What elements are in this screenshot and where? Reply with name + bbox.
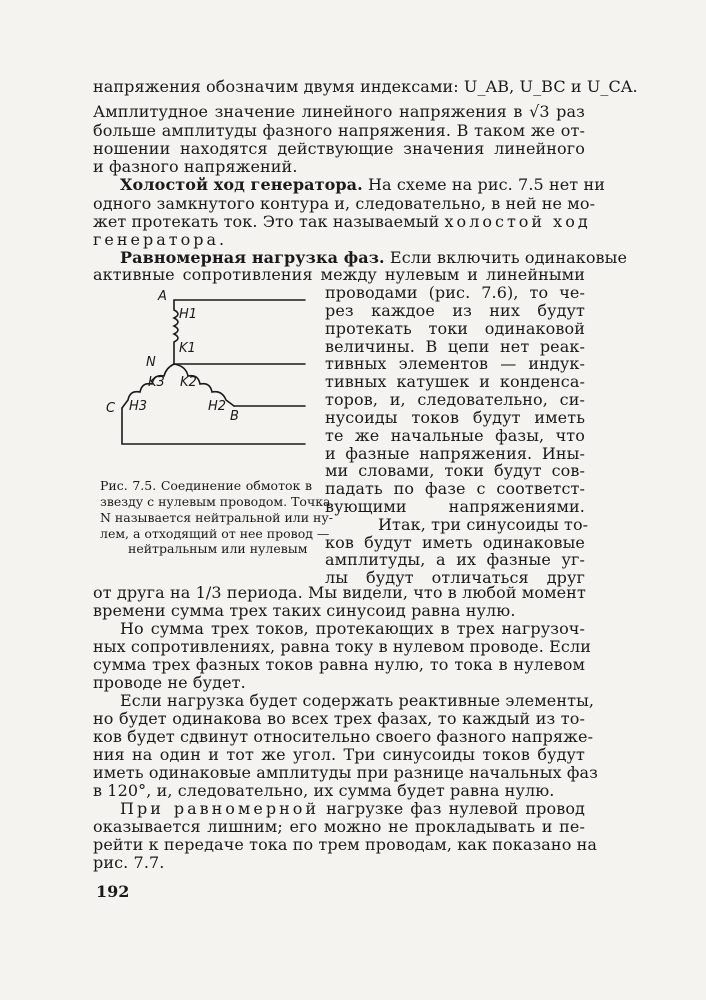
p4-right-line: Итак, три синусоиды то- xyxy=(378,515,589,534)
p7-line1-spaced: При равномерной xyxy=(120,799,320,818)
p2-heading: Холостой ход генератора. xyxy=(120,175,363,194)
p3-right-line: и фазные напряжения. Ины- xyxy=(325,444,585,463)
p5-line: ных сопротивлениях, равна току в нулевом проводе. Если xyxy=(93,637,591,656)
p1-line4: ношении находятся действующие значения линейного xyxy=(93,139,585,158)
label-N: N xyxy=(146,355,156,370)
star-connection-diagram xyxy=(100,288,315,463)
p4-right-line: амплитуды, а их фазные уг- xyxy=(325,550,585,569)
p2-line1 xyxy=(120,175,605,194)
p3-right-line: падать по фазе с соответст- xyxy=(325,479,585,498)
p6-line: в 120°, и, следовательно, их сумма будет равна нулю. xyxy=(93,781,555,800)
p6-line: Если нагрузка будет содержать реактивные элементы, xyxy=(120,691,595,710)
coil-A xyxy=(174,300,178,364)
figure-caption-line: звезду с нулевым проводом. Точка xyxy=(100,494,331,509)
p2-line3 xyxy=(93,212,591,231)
p2-line3-spaced: холостой ход xyxy=(444,212,591,231)
p3-line1-rest: Если включить одинаковые xyxy=(389,248,628,267)
label-K2: K2 xyxy=(180,375,197,390)
page-number: 192 xyxy=(96,882,130,901)
label-K3: K3 xyxy=(148,375,165,390)
p7-line: рейти к передаче тока по трем проводам, как показано на xyxy=(93,835,598,854)
figure-caption-line: Рис. 7.5. Соединение обмоток в xyxy=(100,478,312,493)
p5-line: проводе не будет. xyxy=(93,673,246,692)
p3-right-line: рез каждое из них будут xyxy=(325,301,585,320)
p3-right-line: тивных элементов — индук- xyxy=(325,354,585,373)
p7-line1 xyxy=(120,800,585,818)
label-H2: H2 xyxy=(208,399,227,414)
p3-right-line: торов, и, следовательно, си- xyxy=(325,390,585,409)
p3-line2: активные сопротивления между нулевым и линейными xyxy=(93,265,585,284)
p1-line1: напряжения обозначим двумя индексами: U_AB, U_BC и U_CA. xyxy=(93,77,638,96)
p5-line: Но сумма трех токов, протекающих в трех нагрузоч- xyxy=(120,619,585,638)
p6-line: ния на один и тот же угол. Три синусоиды токов будут xyxy=(93,745,585,764)
label-A: A xyxy=(158,289,167,304)
label-B: B xyxy=(230,409,239,424)
p2-line4: генератора. xyxy=(93,230,228,249)
p2-line1-rest: На схеме на рис. 7.5 нет ни xyxy=(367,175,605,194)
p3-right-line: те же начальные фазы, что xyxy=(325,426,585,445)
p1-line5: и фазного напряжений. xyxy=(93,157,298,176)
p3-right-line: вующими напряжениями. xyxy=(325,497,585,516)
p6-line: ков будет сдвинут относительно своего фазного напряже- xyxy=(93,727,594,746)
p3-right-line: величины. В цепи нет реак- xyxy=(325,337,585,356)
p5-line: сумма трех фазных токов равна нулю, то тока в нулевом xyxy=(93,655,585,674)
label-H1: H1 xyxy=(179,307,198,322)
p4-right-line: лы будут отличаться друг xyxy=(325,568,585,587)
label-K1: K1 xyxy=(179,341,196,356)
p4-line6: времени сумма трех таких синусоид равна нулю. xyxy=(93,601,516,620)
p7-line: оказывается лишним; его можно не прокладывать и пе- xyxy=(93,817,585,836)
figure-caption-line: N называется нейтральной или ну- xyxy=(100,510,333,525)
p1-line3: больше амплитуды фазного напряжения. В таком же от- xyxy=(93,121,585,140)
p1-line2: Амплитудное значение линейного напряжения в √3 раз xyxy=(93,102,585,121)
figure-caption-line: лем, а отходящий от нее провод — xyxy=(100,526,330,541)
p3-right-line: проводами (рис. 7.6), то че- xyxy=(325,283,585,302)
p6-line: но будет одинакова во всех трех фазах, то каждый из то- xyxy=(93,709,585,728)
p7-line1-rest: нагрузке фаз нулевой провод xyxy=(326,799,586,818)
p4-line5: от друга на 1/3 периода. Мы видели, что в любой момент xyxy=(93,583,586,602)
p3-right-line: протекать токи одинаковой xyxy=(325,319,585,338)
p3-heading: Равномерная нагрузка фаз. xyxy=(120,248,385,267)
p4-right-line: ков будут иметь одинаковые xyxy=(325,533,585,552)
p3-right-line: тивных катушек и конденса- xyxy=(325,372,585,391)
p3-right-line: нусоиды токов будут иметь xyxy=(325,408,585,427)
label-C: C xyxy=(106,401,116,416)
p2-line2: одного замкнутого контура и, следовательно, в ней не мо- xyxy=(93,194,596,213)
p2-line3-text: жет протекать ток. Это так называемый xyxy=(93,212,440,231)
p3-right-line: ми словами, токи будут сов- xyxy=(325,461,585,480)
p7-line: рис. 7.7. xyxy=(93,853,165,872)
p6-line: иметь одинаковые амплитуды при разнице начальных фаз xyxy=(93,763,598,782)
figure-caption-line: нейтральным или нулевым xyxy=(128,541,308,556)
label-H3: H3 xyxy=(129,399,148,414)
